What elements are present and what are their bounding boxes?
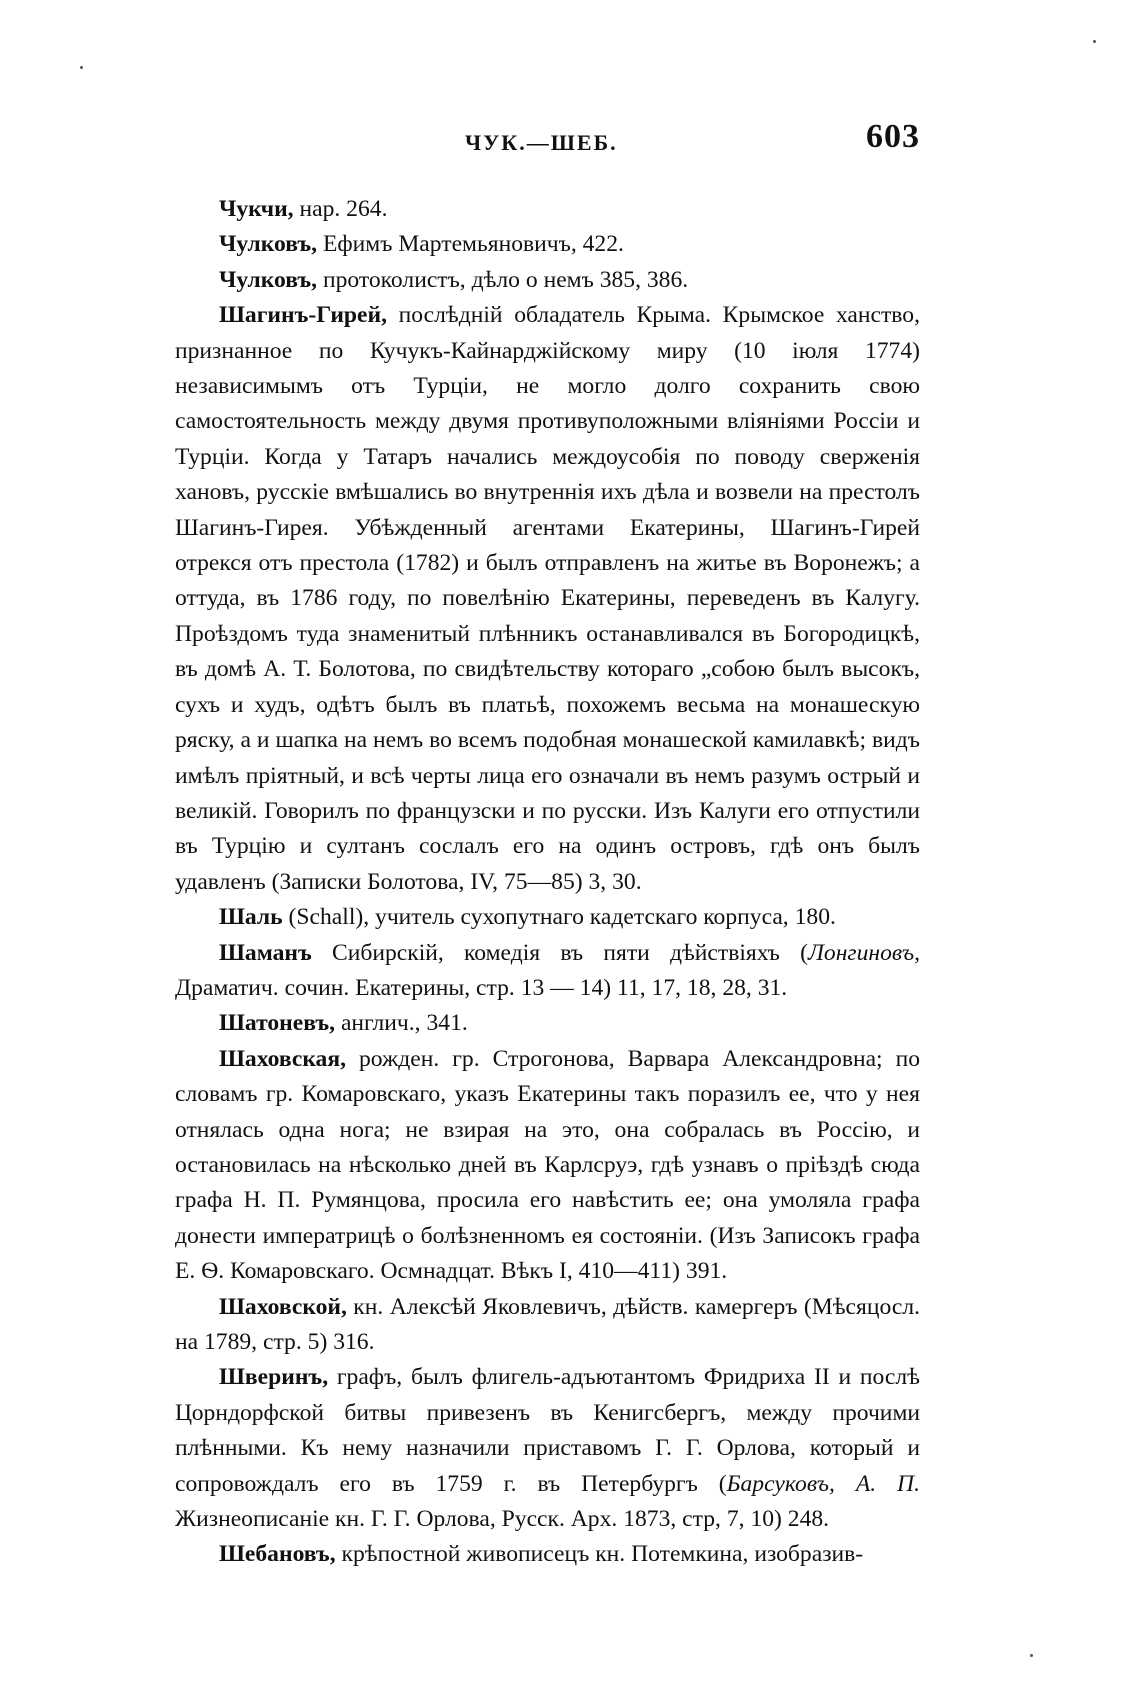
entry-headword: Шебановъ, [219, 1541, 336, 1568]
entry-headword: Чукчи, [219, 196, 294, 222]
index-entry [175, 263, 920, 298]
entry-text: Сибирскій, комедія въ пяти дѣйствіяхъ ( [311, 939, 808, 966]
index-entry [175, 1042, 920, 1290]
index-entry [175, 936, 920, 1007]
page-number: 603 [866, 118, 920, 155]
entry-text: графъ, былъ флигель-адъютантомъ Фридриха II и послѣ Цорндорфской битвы привезенъ въ Кенигсбергъ, между прочими плѣнными. Къ нему назначили приставомъ Г. Г. Орлова, который и сопровождалъ его въ 1759 г. въ Петербургъ ( [175, 1364, 920, 1497]
entry-text: англич., 341. [335, 1010, 468, 1037]
index-entry [175, 1537, 920, 1572]
index-entry [175, 192, 920, 227]
index-entry [175, 227, 920, 262]
entry-headword: Шверинъ, [219, 1364, 329, 1391]
entry-text: кн. Алексѣй Яковлевичъ, дѣйств. камергеръ (Мѣсяцосл. на 1789, стр. 5) 316. [175, 1293, 920, 1355]
entry-citation-author: Лонгиновъ, [807, 939, 920, 966]
entry-headword: Шатоневъ, [219, 1010, 336, 1037]
entry-text: послѣдній обладатель Крыма. Крымское ханство, признанное по Кучукъ-Кайнарджійскому миру (10 іюля 1774) независимымъ отъ Турціи, не могло долго сохранить свою самостоятельность между двумя противуположными вліяніями Россіи и Турціи. Когда у Татаръ начались междоусобія по поводу сверженія хановъ, русскіе вмѣшались во внутреннія ихъ дѣла и возвели на престолъ Шагинъ-Гирея. Убѣжденный агентами Екатерины, Шагинъ-Гирей отрекся отъ престола (1782) и былъ отправленъ на житье въ Воронежъ; а оттуда, въ 1786 году, по повелѣнію Екатерины, переведенъ въ Калугу. Проѣздомъ туда знаменитый плѣнникъ останавливался въ Богородицкѣ, въ домѣ А. Т. Болотова, по свидѣтельству котораго „собою былъ высокъ, сухъ и худъ, одѣтъ былъ въ платьѣ, похожемъ весьма на монашескую ряску, а и шапка на немъ во всемъ подобная монашеской камилавкѣ; видъ имѣлъ пріятный, и всѣ черты лица его означали въ немъ разумъ острый и великій. Говорилъ по французски и по русски. Изъ Калуги его отпустили въ Турцію и султанъ сослалъ его на одинъ островъ, гдѣ онъ былъ удавленъ (Записки Болотова, IV, 75—85) 3, 30. [175, 302, 920, 895]
scan-speck [1093, 40, 1096, 43]
entry-text: крѣпостной живописецъ кн. Потемкина, изобразив- [335, 1541, 864, 1568]
entry-headword: Шаховская, [219, 1045, 347, 1072]
scan-speck [1030, 1654, 1033, 1657]
entry-text-tail: Драматич. сочин. Екатерины, стр. 13 — 14) 11, 17, 18, 28, 31. [175, 974, 788, 1001]
scan-speck [80, 66, 83, 69]
index-entry [175, 900, 920, 935]
entry-text: (Schall), учитель сухопутнаго кадетскаго корпуса, 180. [282, 904, 836, 931]
index-entry [175, 298, 920, 900]
index-entry [175, 1290, 920, 1361]
page-header [175, 118, 920, 158]
index-entries [175, 192, 920, 1573]
entry-headword: Шаль [219, 904, 283, 931]
entry-text-tail: Жизнеописаніе кн. Г. Г. Орлова, Русск. Арх. 1873, стр, 7, 10) 248. [175, 1506, 830, 1533]
index-entry [175, 1360, 920, 1537]
entry-text: рожден. гр. Строгонова, Варвара Александровна; по словамъ гр. Комаровскаго, указъ Екатерины такъ поразилъ ее, что у нея отнялась одна нога; не взирая на это, она собралась въ Россію, и остановилась на нѣсколько дней въ Карлсруэ, гдѣ узнавъ о пріѣздѣ сюда графа Н. П. Румянцова, просила его навѣстить ее; она умоляла графа донести императрицѣ о болѣзненномъ ея состояніи. (Изъ Записокъ графа Е. Ѳ. Комаровскаго. Осмнадцат. Вѣкъ I, 410—411) 391. [175, 1045, 920, 1285]
entry-headword: Шаховской, [219, 1293, 347, 1320]
entry-text: Ефимъ Мартемьяновичъ, 422. [317, 231, 624, 258]
entry-headword: Шагинъ-Гирей, [219, 302, 388, 329]
entry-text: нар. 264. [293, 196, 388, 222]
index-entry [175, 1006, 920, 1041]
entry-text: протоколистъ, дѣло о немъ 385, 386. [317, 266, 689, 293]
entry-headword: Чулковъ, [219, 266, 318, 293]
entry-headword: Чулковъ, [219, 231, 318, 258]
entry-headword: Шаманъ [219, 939, 312, 966]
running-head: ЧУК.—ШЕБ. [465, 130, 618, 155]
entry-citation-author: Барсуковъ, А. П. [726, 1470, 920, 1497]
